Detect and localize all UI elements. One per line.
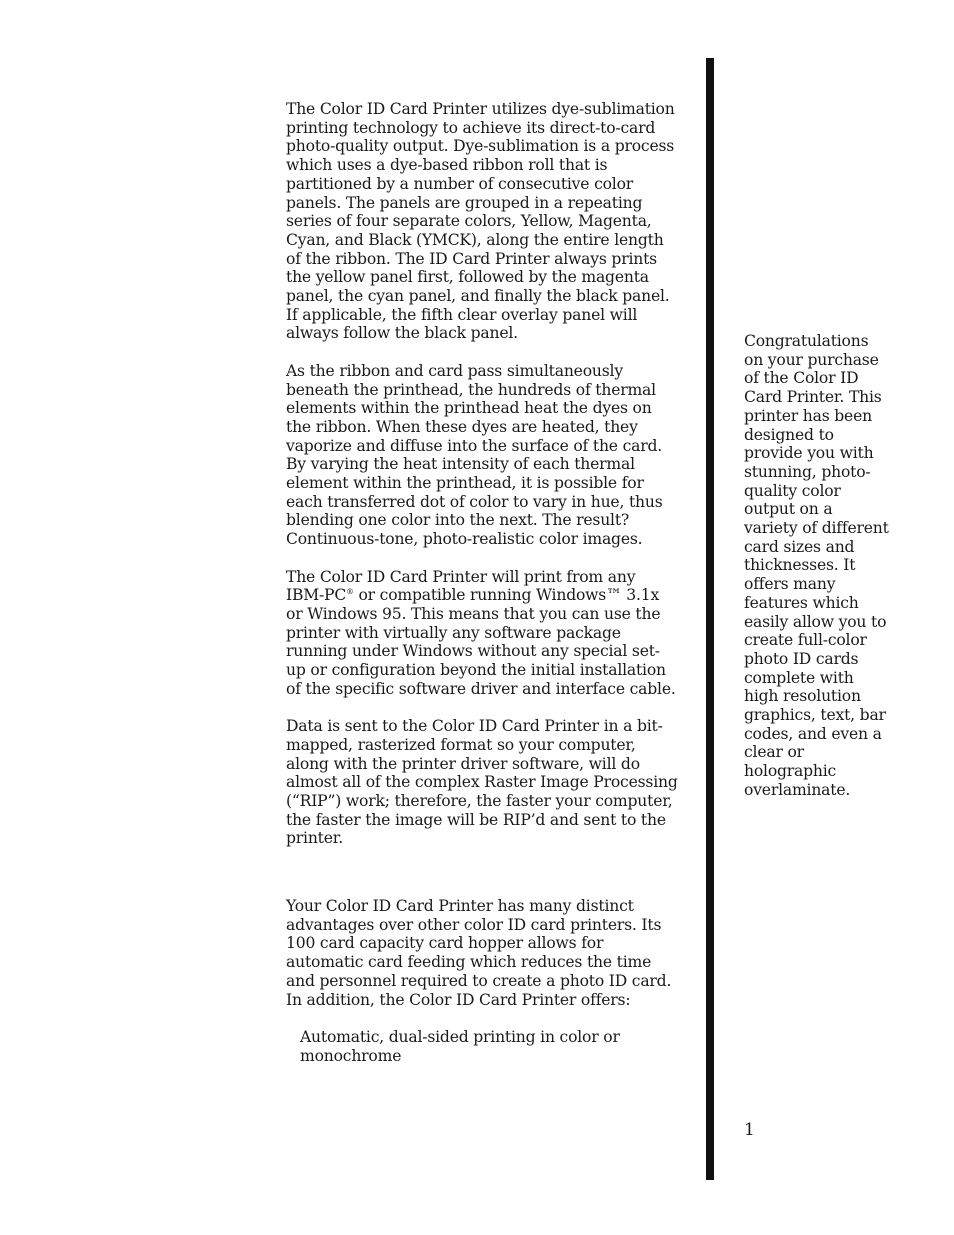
registered-mark: ® (346, 587, 354, 597)
page-number: 1 (744, 1120, 755, 1140)
main-text-column (286, 100, 678, 1065)
paragraph-compatibility-part2: or compatible running Windows™ 3.1x or Windows 95. This means that you can use the printer with virtually any software package running under Windows without any special set-up or configuration beyond the initial installation of the specific software driver and interface cable. (286, 586, 676, 698)
paragraph-printhead: As the ribbon and card pass simultaneously beneath the printhead, the hundreds of thermal elements within the printhead heat the dyes on the ribbon. When these dyes are heated, they vaporize and diffuse into the surface of the card. By varying the heat intensity of each thermal element within the printhead, it is possible for each transferred dot of color to vary in hue, thus blending one color into the next. The result? Continuous-tone, photo-realistic color images. (286, 361, 663, 549)
paragraph-advantages: Your Color ID Card Printer has many distinct advantages over other color ID card printers. Its 100 card capacity card hopper allows for automatic card feeding which reduces the time and personnel required to create a photo ID card. In addition, the Color ID Card Printer offers: (286, 897, 672, 1009)
sidebar-column (744, 332, 890, 800)
paragraph-rasterized-data: Data is sent to the Color ID Card Printer in a bit-mapped, rasterized format so your computer, along with the printer driver software, will do almost all of the complex Raster Image Processing (“RIP”) work; therefore, the faster your computer, the faster the image will be RIP’d and sent to the printer. (286, 717, 678, 848)
paragraph-compatibility-part1: The Color ID Card Printer will print from any IBM-PC (286, 567, 636, 605)
paragraph-dye-sublimation: The Color ID Card Printer utilizes dye-sublimation printing technology to achieve its direct-to-card photo-quality output. Dye-sublimation is a process which uses a dye-based ribbon roll that is partitioned by a number of consecutive color panels. The panels are grouped in a repeating series of four separate colors, Yellow, Magenta, Cyan, and Black (YMCK), along the entire length of the ribbon. The ID Card Printer always prints the yellow panel first, followed by the magenta panel, the cyan panel, and finally the black panel. If applicable, the fifth clear overlay panel will always follow the black panel. (286, 100, 675, 343)
vertical-divider-rule (706, 58, 714, 1180)
feature-list-item: Automatic, dual-sided printing in color or monochrome (300, 1027, 620, 1065)
paragraph-compatibility (286, 568, 678, 699)
sidebar-congratulations-text: Congratulations on your purchase of the Color ID Card Printer. This printer has been designed to provide you with stunning, photo-quality color output on a variety of different card sizes and thicknesses. It offers many features which easily allow you to create full-color photo ID cards complete with high resolution graphics, text, bar codes, and even a clear or holographic overlaminate. (744, 332, 889, 799)
